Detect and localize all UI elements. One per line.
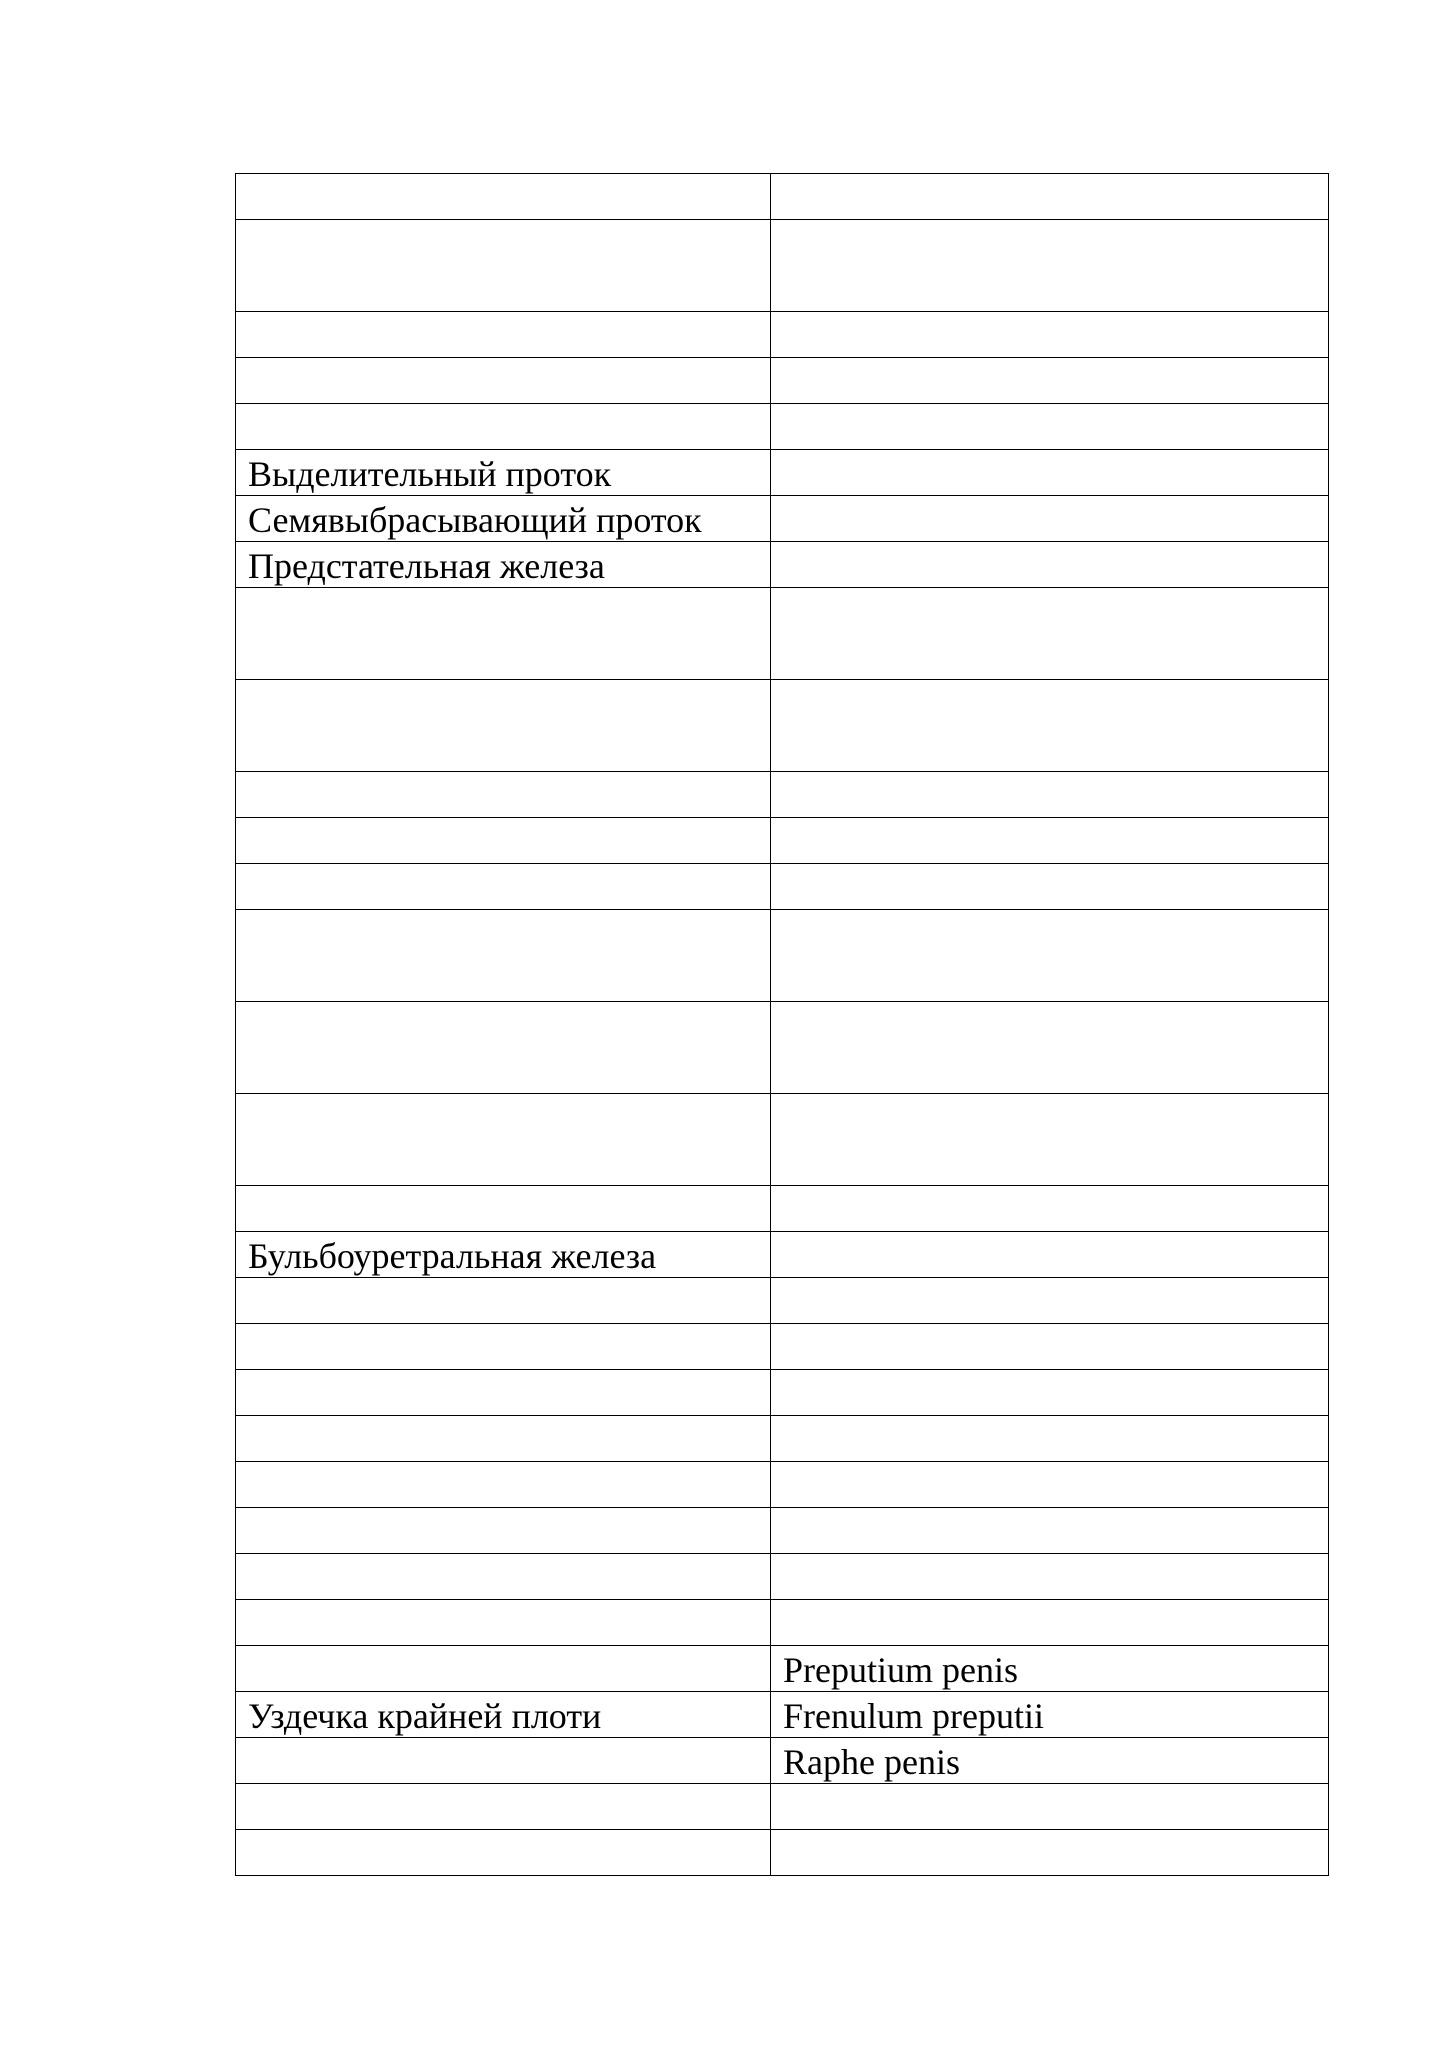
latin-term-text [783,312,1316,316]
terms-table [235,173,1329,1876]
latin-term-text [783,542,1316,546]
latin-term-text [783,404,1316,408]
table-row [236,910,1329,1002]
latin-term-text: Frenulum preputii [783,1696,1044,1736]
russian-term-cell [236,1554,771,1600]
russian-term-cell [236,1508,771,1554]
latin-term-cell [771,358,1329,404]
latin-term-cell [771,1830,1329,1876]
table-row [236,312,1329,358]
russian-term-cell [236,772,771,818]
table-row [236,1554,1329,1600]
table-row [236,864,1329,910]
latin-term-cell [771,174,1329,220]
latin-term-text [783,680,1316,684]
russian-term-text [248,1002,758,1006]
russian-term-text: Бульбоуретральная железа [248,1236,657,1276]
latin-term-text [783,1508,1316,1512]
table-row [236,1232,1329,1278]
latin-term-text [783,1600,1316,1604]
russian-term-cell [236,1186,771,1232]
russian-term-cell [236,864,771,910]
russian-term-text [248,1462,758,1466]
russian-term-text: Предстательная железа [248,546,605,586]
russian-term-text [248,312,758,316]
russian-term-text [248,1554,758,1558]
latin-term-cell [771,1370,1329,1416]
latin-term-text [783,496,1316,500]
table-row [236,772,1329,818]
russian-term-text [248,1278,758,1282]
latin-term-cell [771,450,1329,496]
latin-term-cell [771,1600,1329,1646]
table-row [236,818,1329,864]
russian-term-text [248,1186,758,1190]
russian-term-text [248,220,758,224]
latin-term-text [783,772,1316,776]
russian-term-cell [236,680,771,772]
table-row [236,1462,1329,1508]
latin-term-cell [771,1002,1329,1094]
russian-term-cell [236,312,771,358]
latin-term-text [783,1186,1316,1190]
latin-term-cell [771,220,1329,312]
latin-term-cell [771,404,1329,450]
russian-term-cell [236,450,771,496]
russian-term-cell [236,358,771,404]
latin-term-text [783,1002,1316,1006]
latin-term-text [783,220,1316,224]
russian-term-cell [236,1370,771,1416]
russian-term-text [248,1646,758,1650]
latin-term-text [783,1324,1316,1328]
russian-term-cell [236,1094,771,1186]
russian-term-cell [236,1462,771,1508]
russian-term-text [248,1416,758,1420]
latin-term-text [783,450,1316,454]
latin-term-cell [771,1508,1329,1554]
russian-term-cell [236,1278,771,1324]
table-row [236,1692,1329,1738]
latin-term-cell [771,1232,1329,1278]
table-row [236,1186,1329,1232]
russian-term-text [248,588,758,592]
latin-term-text [783,1784,1316,1788]
latin-term-cell [771,1094,1329,1186]
latin-term-text [783,1278,1316,1282]
table-row [236,358,1329,404]
russian-term-text [248,404,758,408]
russian-term-text [248,1324,758,1328]
russian-term-text [248,1830,758,1834]
table-row [236,1508,1329,1554]
table-row [236,174,1329,220]
latin-term-text [783,818,1316,822]
latin-term-text [783,1094,1316,1098]
russian-term-text [248,1094,758,1098]
russian-term-text [248,772,758,776]
russian-term-text [248,174,758,178]
table-row [236,450,1329,496]
latin-term-cell [771,772,1329,818]
latin-term-cell [771,496,1329,542]
table-row [236,1738,1329,1784]
latin-term-cell [771,1462,1329,1508]
russian-term-text: Выделительный проток [248,454,612,494]
latin-term-cell [771,1646,1329,1692]
russian-term-cell [236,1830,771,1876]
terms-table-body [236,174,1329,1876]
table-row [236,542,1329,588]
russian-term-text [248,1784,758,1788]
russian-term-cell [236,1784,771,1830]
latin-term-text [783,1554,1316,1558]
latin-term-text: Preputium penis [783,1650,1018,1690]
russian-term-cell [236,818,771,864]
russian-term-cell [236,588,771,680]
russian-term-text [248,1370,758,1374]
russian-term-text [248,864,758,868]
latin-term-cell [771,864,1329,910]
russian-term-text [248,910,758,914]
latin-term-text [783,588,1316,592]
latin-term-cell [771,1416,1329,1462]
latin-term-cell [771,680,1329,772]
latin-term-cell [771,1324,1329,1370]
russian-term-text [248,818,758,822]
latin-term-cell [771,1692,1329,1738]
latin-term-text: Raphe penis [783,1742,960,1782]
russian-term-cell [236,404,771,450]
latin-term-cell [771,1738,1329,1784]
latin-term-text [783,174,1316,178]
latin-term-text [783,1462,1316,1466]
table-row [236,1830,1329,1876]
latin-term-text [783,1830,1316,1834]
table-row [236,1646,1329,1692]
russian-term-cell [236,1692,771,1738]
russian-term-cell [236,910,771,1002]
latin-term-text [783,910,1316,914]
russian-term-text [248,680,758,684]
table-row [236,1094,1329,1186]
russian-term-cell [236,1002,771,1094]
russian-term-text [248,1600,758,1604]
russian-term-text: Семявыбрасывающий проток [248,500,702,540]
table-row [236,496,1329,542]
latin-term-text [783,358,1316,362]
russian-term-cell [236,496,771,542]
table-row [236,404,1329,450]
table-row [236,1278,1329,1324]
latin-term-cell [771,542,1329,588]
latin-term-text [783,864,1316,868]
latin-term-text [783,1416,1316,1420]
latin-term-text [783,1232,1316,1236]
latin-term-cell [771,1278,1329,1324]
russian-term-text [248,1738,758,1742]
russian-term-cell [236,1600,771,1646]
russian-term-cell [236,1416,771,1462]
table-row [236,1324,1329,1370]
russian-term-cell [236,1324,771,1370]
latin-term-cell [771,818,1329,864]
russian-term-cell [236,1738,771,1784]
table-row [236,588,1329,680]
russian-term-cell [236,1646,771,1692]
russian-term-cell [236,174,771,220]
table-row [236,1600,1329,1646]
russian-term-text [248,358,758,362]
table-row [236,1002,1329,1094]
latin-term-cell [771,1554,1329,1600]
table-row [236,1370,1329,1416]
latin-term-cell [771,910,1329,1002]
russian-term-cell [236,1232,771,1278]
russian-term-cell [236,220,771,312]
russian-term-text: Уздечка крайней плоти [248,1696,602,1736]
table-row [236,1784,1329,1830]
latin-term-cell [771,1186,1329,1232]
latin-term-cell [771,588,1329,680]
table-row [236,1416,1329,1462]
russian-term-text [248,1508,758,1512]
latin-term-text [783,1370,1316,1374]
russian-term-cell [236,542,771,588]
table-row [236,680,1329,772]
table-row [236,220,1329,312]
latin-term-cell [771,1784,1329,1830]
latin-term-cell [771,312,1329,358]
